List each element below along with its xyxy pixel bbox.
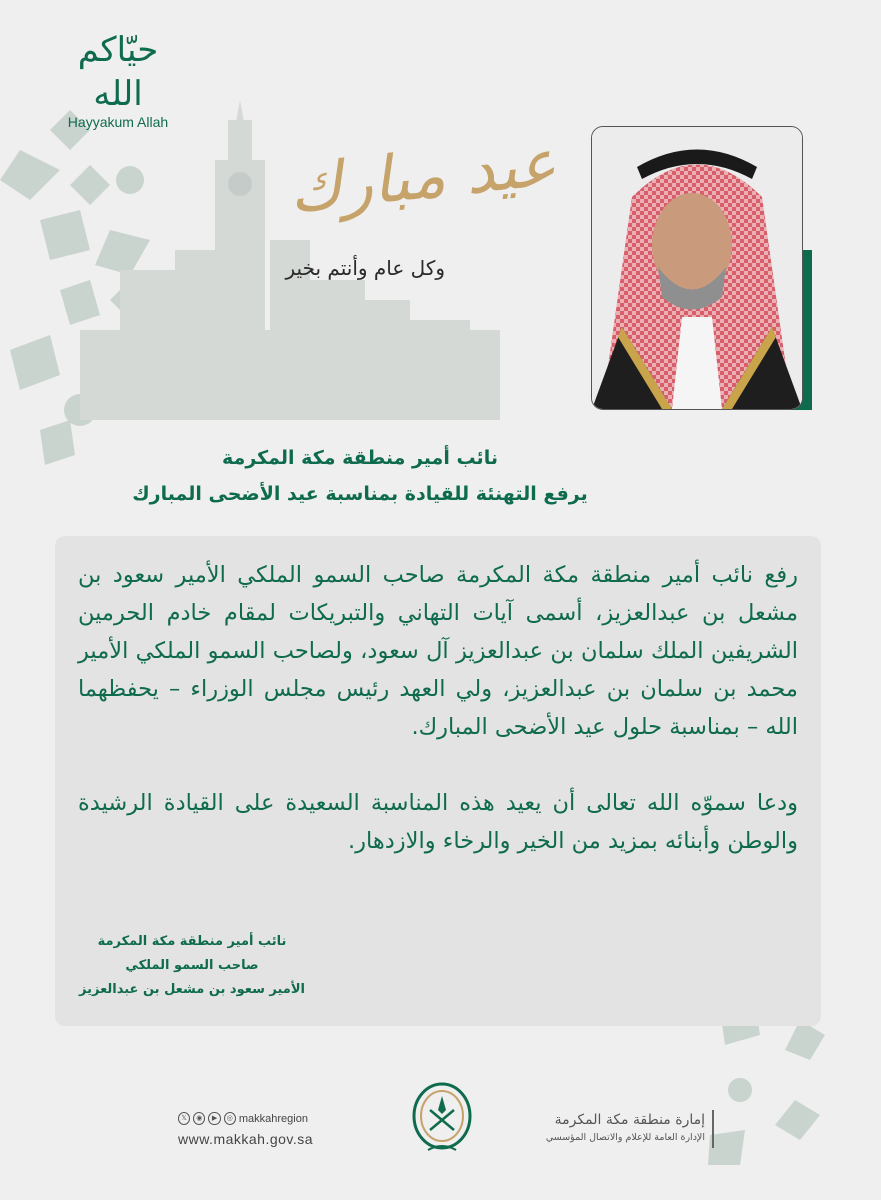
portrait-illustration (592, 127, 802, 409)
signature-honorific: صاحب السمو الملكي (125, 958, 259, 973)
statement-paragraph-2: ودعا سموّه الله تعالى أن يعيد هذه المناسبة السعيدة على القيادة الرشيدة والوطن وأبنائه بمزيد من الخير والرخاء والازدهار. (78, 790, 798, 854)
logo-calligraphy: حيّاكم الله (77, 30, 159, 114)
social-handle[interactable]: makkahregion (238, 1112, 308, 1125)
social-handle-row[interactable] (178, 1112, 308, 1125)
instagram-icon[interactable]: ◎ (224, 1112, 236, 1125)
logo-subtitle: Hayyakum Allah (67, 114, 169, 130)
organization-info (520, 1110, 705, 1146)
hayyakum-allah-logo (48, 28, 188, 130)
eid-greeting-subtitle: وكل عام وأنتم بخير (285, 256, 445, 280)
statement-paragraph-1: رفع نائب أمير منطقة مكة المكرمة صاحب السمو الملكي الأمير سعود بن مشعل بن عبدالعزيز، أسمى آيات التهاني والتبريكات لمقام خادم الحرمين الشريفين الملك سلمان بن عبدالعزيز آل سعود، ولصاحب السمو الملكي الأمير محمد بن سلمان بن عبدالعزيز، ولي العهد رئيس مجلس الوزراء – يحفظهما الله – بمناسبة حلول عيد الأضحى المبارك. (78, 562, 798, 740)
x-icon[interactable]: 𝕏 (178, 1112, 190, 1125)
organization-department: الإدارة العامة للإعلام والاتصال المؤسسي (545, 1132, 705, 1143)
organization-name: إمارة منطقة مكة المكرمة (554, 1112, 705, 1128)
eid-mubarak-calligraphy: عيد مبارك (285, 126, 560, 228)
headline-line-2: يرفع التهنئة للقيادة بمناسبة عيد الأضحى المبارك (132, 483, 588, 505)
website-link[interactable]: www.makkah.gov.sa (178, 1131, 314, 1147)
headline-line-1: نائب أمير منطقة مكة المكرمة (222, 447, 498, 469)
prince-portrait (591, 126, 803, 410)
headline (120, 440, 600, 512)
footer-divider (712, 1110, 714, 1148)
saudi-emblem-icon (410, 1080, 474, 1160)
signature-block (70, 930, 314, 1002)
signature-title: نائب أمير منطقة مكة المكرمة (97, 934, 287, 949)
footer-social (178, 1112, 314, 1147)
snapchat-icon[interactable]: ◉ (193, 1112, 205, 1125)
statement-text (78, 556, 798, 898)
youtube-icon[interactable]: ▶ (208, 1112, 220, 1125)
signature-name: الأمير سعود بن مشعل بن عبدالعزيز (79, 982, 305, 997)
